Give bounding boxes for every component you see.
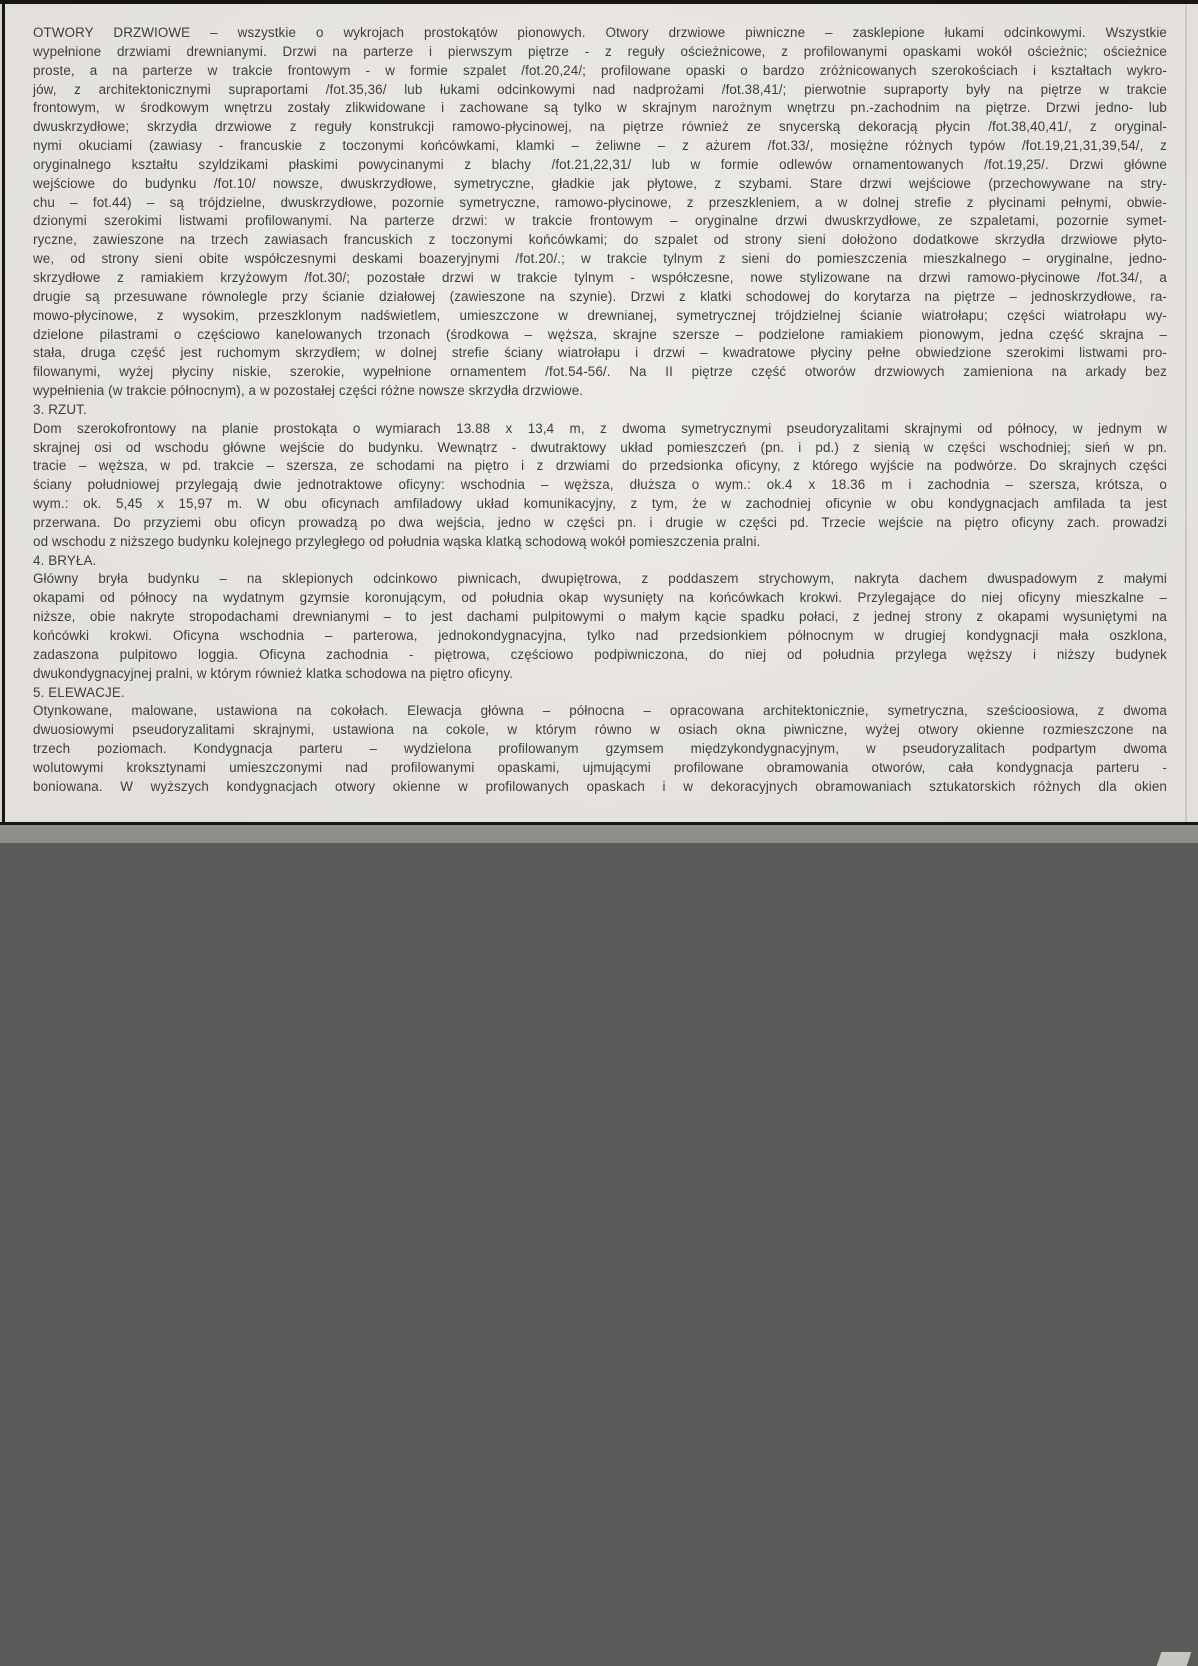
text-line: dzielone pilastrami o częściowo kanelowanych trzonach (środkowa – węższa, skrajne szersze – podzielone ramiakiem pionowym, jedna część skrajna – bbox=[33, 326, 1167, 342]
text-line: frontowym, w środkowym wnętrzu zostały zlikwidowane i zachowane są tylko w skrajnym narożnym wnętrzu pn.-zachodnim na piętrze. Drzwi jedno- lub bbox=[33, 100, 1167, 116]
paper-fold-line bbox=[1185, 4, 1187, 822]
text-line: drugie są przesuwane równolegle przy ścianie działowej (zawieszone na szynie). Drzwi z klatki schodowej do korytarza na piętrze – jednoskrzydłowe, ra- bbox=[33, 288, 1167, 304]
text-line: filowanymi, wyżej płyciny niskie, szerokie, wypełnione ornamentem /fot.54-56/. Na II piętrze część otworów drzwiowych zamieniona na arkady bez bbox=[33, 364, 1167, 380]
section-heading: 3. RZUT. bbox=[33, 401, 87, 417]
text-line: proste, a na parterze w trakcie frontowym - w formie szpalet /fot.20,24/; profilowane opaski o bardzo zróżnicowanych szerokościach i kształtach wykro- bbox=[33, 62, 1167, 78]
section-heading: 4. BRYŁA. bbox=[33, 552, 97, 568]
text-line: chu – fot.44) – są trójdzielne, dwuskrzydłowe, pozornie symetryczne, ramowo-płycinowe, z przeszkleniem, a w dolnej strefie z płycinami pełnymi, obwie- bbox=[33, 194, 1167, 210]
text-line: dwuskrzydłowe; skrzydła drzwiowe z reguły konstrukcji ramowo-płycinowej, na piętrze również ze snycerską dekoracją płycin /fot.38,40,41/, z oryginal- bbox=[33, 119, 1167, 135]
text-line: mowo-płycinowe, z wysokim, przeszklonym nadświetlem, umieszczone w drewnianej, symetrycznej trójdzielnej ścianie wiatrołapu; części wiatrołapu wy- bbox=[33, 307, 1167, 323]
text-line: skrajnej osi od wschodu główne wejście do budynku. Wewnątrz - dwutraktowy układ pomieszczeń (pn. i pd.) z sienią w części wschodniej; sień w pn. bbox=[33, 439, 1167, 455]
text-line: wypełnienia (w trakcie północnym), a w pozostałej części różne nowsze skrzydła drzwiowe. bbox=[33, 383, 584, 399]
text-line: ryczne, zawieszone na trzech zawiasach francuskich z toczonymi końcówkami; do szpalet od strony sieni dołożono dodatkowe skrzydła drzwiowe płyto- bbox=[33, 232, 1167, 248]
text-line: ściany południowej przylegają dwie jednotraktowe oficyny: wschodnia – węższa, dłuższa o wym.: ok.4 x 18.36 m i zachodnia – szersza, krótsza, o bbox=[33, 477, 1167, 493]
text-line: zadaszona pulpitowo loggia. Oficyna zachodnia - piętrowa, częściowo podpiwniczona, do niej od południa przylega węższy i niższy budynek bbox=[33, 646, 1167, 662]
text-line: przerwana. Do przyziemi obu oficyn prowadzą po dwa wejścia, jedno w części pn. i drugie w części pd. Trzecie wejście na piętro oficyny zach. prowadzi bbox=[33, 514, 1167, 530]
text-line: Otynkowane, malowane, ustawiona na cokołach. Elewacja główna – północna – opracowana architektonicznie, symetryczna, sześcioosiowa, z dwoma bbox=[33, 703, 1167, 719]
text-line: boniowana. W wyższych kondygnacjach otwory okienne w profilowanych opaskach i w dekoracyjnych obramowaniach sztukatorskich różnych dla okien bbox=[33, 778, 1167, 794]
text-line: wym.: ok. 5,45 x 15,97 m. W obu oficynach amfiladowy układ komunikacyjny, z tym, że w zachodniej oficynie w obu kondygnacjach amfilada ta jest bbox=[33, 496, 1167, 512]
scanner-band-notch bbox=[1157, 1652, 1192, 1666]
text-line: wypełnione drzwiami drewnianymi. Drzwi na parterze i pierwszym piętrze - z reguły ościeżnicowe, z profilowanymi opaskami wokół ościeżnic; ościeżnice bbox=[33, 43, 1167, 59]
scan-edge-top bbox=[0, 0, 1198, 4]
text-line: od wschodu z niższego budynku kolejnego przyległego od południa wąska klatką schodową wokół pomieszczenia pralni. bbox=[33, 533, 761, 549]
scan-edge-left bbox=[2, 0, 5, 825]
text-line: oryginalnego kształtu szyldzikami płaskimi powycinanymi z blachy /fot.21,22,31/ lub w formie odlewów ornamentowanych /fot.19,25/. Drzwi główne bbox=[33, 156, 1167, 172]
text-line: końcówki krokwi. Oficyna wschodnia – parterowa, jednokondygnacyjna, tylko nad przedsionkiem północnym w drugiej kondygnacji mała oszklona, bbox=[33, 628, 1167, 643]
text-line: dwukondygnacyjnej pralni, w którym również klatka schodowa na piętro oficyny. bbox=[33, 665, 514, 681]
text-line: Dom szerokofrontowy na planie prostokąta o wymiarach 13.88 x 13,4 m, z dwoma symetrycznymi pseudoryzalitami skrajnymi od północy, w jednym w bbox=[33, 420, 1167, 436]
text-line: we, od strony sieni obite współczesnymi deskami boazeryjnymi /fot.20/.; w trakcie tylnym z sieni do pomieszczenia mieszkalnego – oryginalne, jedno- bbox=[33, 251, 1167, 267]
text-line: nymi okuciami (zawiasy - francuskie z toczonymi końcówkami, klamki – żeliwne – z ażurem /fot.33/, mosiężne różnych typów /fot.19,21,31,39,54/, z bbox=[33, 138, 1167, 154]
text-line: dwuosiowymi pseudoryzalitami skrajnymi, ustawiona na cokole, w którym równo w osiach okna piwniczne, wyżej otwory okienne rozmieszczone na bbox=[33, 722, 1167, 738]
text-line: stała, druga część jest ruchomym skrzydłem; w dolnej strefie ściany wiatrołapu i drzwi – kwadratowe płyciny pełne obwiedzione szerokimi listwami pro- bbox=[33, 345, 1167, 361]
text-line: Główny bryła budynku – na sklepionych odcinkowo piwnicach, dwupiętrowa, z poddaszem strychowym, nakryta dachem dwuspadowym z małymi bbox=[33, 571, 1167, 587]
text-line: skrzydłowe z ramiakiem krzyżowym /fot.30/; pozostałe drzwi w trakcie tylnym - współczesne, nowe stylizowane na drzwi ramowo-płycinowe /fot.34/, a bbox=[33, 269, 1167, 285]
text-line: jów, z architektonicznymi supraportami /fot.35,36/ lub łukami odcinkowymi nad nadprożami /fot.38,41/; pierwotnie supraporty były na piętrze w trakcie bbox=[33, 81, 1167, 97]
text-line: OTWORY DRZWIOWE – wszystkie o wykrojach prostokątów pionowych. Otwory drzwiowe piwniczne – zasklepione łukami odcinkowymi. Wszystkie bbox=[33, 25, 1167, 40]
text-line: wejściowe do budynku /fot.10/ nowsze, dwuskrzydłowe, symetryczne, gładkie jak płytowe, z szybami. Stare drzwi wejściowe (przechowywane na stry- bbox=[33, 175, 1167, 191]
text-line: dzionymi szerokimi listwami profilowanymi. Na parterze drzwi: w trakcie frontowym – oryginalne drzwi dwuskrzydłowe, ze szpaletami, pozornie symet- bbox=[33, 213, 1167, 229]
text-line: wolutowymi kroksztynami umieszczonymi nad profilowanymi opaskami, ujmującymi profilowane obramowania otworów, cała kondygnacja parteru - bbox=[33, 759, 1167, 775]
text-line: okapami od północy na wydatnym gzymsie koronującym, od południa okap wysunięty na końcówkach krokwi. Przylegające do niej oficyny mieszkalne – bbox=[33, 590, 1167, 606]
scanner-bottom-band bbox=[0, 825, 1198, 843]
text-line: trzech poziomach. Kondygnacja parteru – wydzielona profilowanym gzymsem międzykondygnacyjnym, w pseudoryzalitach podpartym dwoma bbox=[33, 741, 1167, 757]
document-text-block bbox=[33, 24, 1167, 797]
section-heading: 5. ELEWACJE. bbox=[33, 684, 125, 700]
text-line: tracie – węższa, w pd. trakcie – szersza, ze schodami na piętro i z drzwiami do przedsionka oficyny, z którego wyjście na podwórze. Do skrajnych części bbox=[33, 458, 1167, 474]
text-line: niższe, obie nakryte stropodachami drewnianymi – to jest dachami pulpitowymi o małym kącie spadku połaci, z jednej strony z okapami wysuniętymi na bbox=[33, 609, 1167, 625]
